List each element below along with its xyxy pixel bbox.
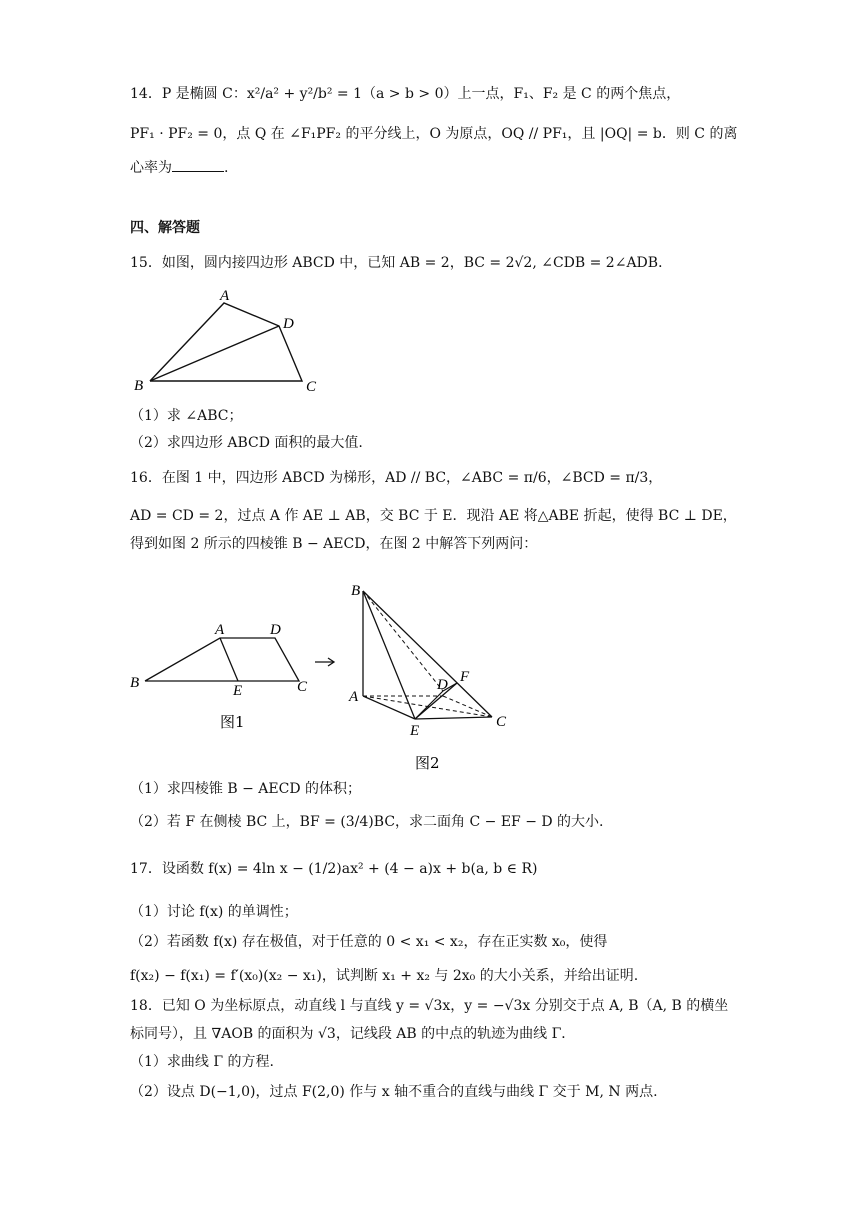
answer-blank	[172, 159, 224, 172]
q17-part-2a: （2）若函数 f(x) 存在极值，对于任意的 0 < x₁ < x₂，存在正实数 x₀，使得	[130, 934, 608, 950]
fig2-label-f: F	[460, 669, 470, 685]
fig1-label-d: D	[270, 622, 281, 638]
q16-line-3: 得到如图 2 所示的四棱锥 B − AECD，在图 2 中解答下列两问：	[130, 536, 538, 552]
q18-part-2: （2）设点 D(−1,0)，过点 F(2,0) 作与 x 轴不重合的直线与曲线 Γ 交于 M, N 两点.	[130, 1084, 658, 1100]
fig1-caption: 图1	[220, 713, 245, 731]
q15-part-2: （2）求四边形 ABCD 面积的最大值.	[130, 435, 363, 451]
q15-part-1: （1）求 ∠ABC；	[130, 408, 243, 424]
label-c: C	[306, 379, 317, 395]
fig2-label-d: D	[437, 677, 448, 693]
figure-2-pyramid	[348, 583, 507, 772]
q16-part-2: （2）若 F 在侧棱 BC 上，BF = (3/4)BC，求二面角 C − EF − D 的大小.	[130, 814, 604, 830]
q15-figure	[128, 282, 328, 397]
fig2-label-a: A	[349, 689, 359, 705]
fig2-label-e: E	[410, 723, 420, 739]
quadrilateral-outline	[150, 303, 302, 381]
q17-part-1: （1）讨论 f(x) 的单调性；	[130, 904, 298, 920]
q16-line-1: 16．在图 1 中，四边形 ABCD 为梯形，AD // BC，∠ABC = π/6，∠BCD = π/3，	[130, 470, 663, 486]
diagonal-bd	[150, 326, 279, 381]
q14-line-3-text: 心率为	[130, 160, 172, 176]
label-d: D	[283, 316, 294, 332]
fig2-label-b: B	[351, 583, 361, 599]
q14-line-1: 14．P 是椭圆 C：x²/a² + y²/b² = 1（a > b > 0）上一点，F₁、F₂ 是 C 的两个焦点，	[130, 86, 681, 102]
q18-line-1: 18．已知 O 为坐标原点，动直线 l 与直线 y = √3x，y = −√3x 分别交于点 A, B（A, B 的横坐	[130, 998, 729, 1014]
label-a: A	[220, 288, 230, 304]
fig2-label-c: C	[496, 714, 507, 730]
q18-part-1: （1）求曲线 Γ 的方程.	[130, 1054, 274, 1070]
q17-stem: 17．设函数 f(x) = 4ln x − (1/2)ax² + (4 − a)x + b(a, b ∈ R)	[130, 861, 538, 877]
fig1-label-a: A	[215, 622, 225, 638]
figure-1-trapezoid	[130, 622, 308, 731]
q16-figures	[125, 575, 525, 775]
fig2-caption: 图2	[415, 754, 440, 772]
section-heading: 四、解答题	[130, 220, 200, 236]
fig1-label-e: E	[233, 683, 243, 699]
q17-part-2b: f(x₂) − f(x₁) = f′(x₀)(x₂ − x₁)，试判断 x₁ + x₂ 与 2x₀ 的大小关系，并给出证明.	[130, 968, 639, 984]
fig1-label-b: B	[130, 675, 140, 691]
q18-line-2: 标同号），且 ∇AOB 的面积为 √3，记线段 AB 的中点的轨迹为曲线 Γ．	[130, 1026, 576, 1042]
q16-part-1: （1）求四棱锥 B − AECD 的体积；	[130, 781, 361, 797]
quadrilateral-diagram	[128, 282, 328, 397]
arrow-icon	[315, 658, 334, 666]
q14-line-3-end: .	[224, 160, 229, 176]
q15-stem: 15．如图，圆内接四边形 ABCD 中，已知 AB = 2，BC = 2√2, ∠CDB = 2∠ADB．	[130, 255, 673, 271]
q16-line-2: AD = CD = 2，过点 A 作 AE ⊥ AB，交 BC 于 E．现沿 AE 将△ABE 折起，使得 BC ⊥ DE，	[130, 508, 737, 524]
q14-line-2: PF₁ · PF₂ = 0，点 Q 在 ∠F₁PF₂ 的平分线上，O 为原点，OQ // PF₁，且 |OQ| = b．则 C 的离	[130, 126, 738, 142]
trapezoid-and-pyramid-diagram	[125, 575, 525, 775]
fig1-label-c: C	[297, 679, 308, 695]
label-b: B	[134, 378, 144, 394]
q14-line-3	[130, 158, 228, 178]
